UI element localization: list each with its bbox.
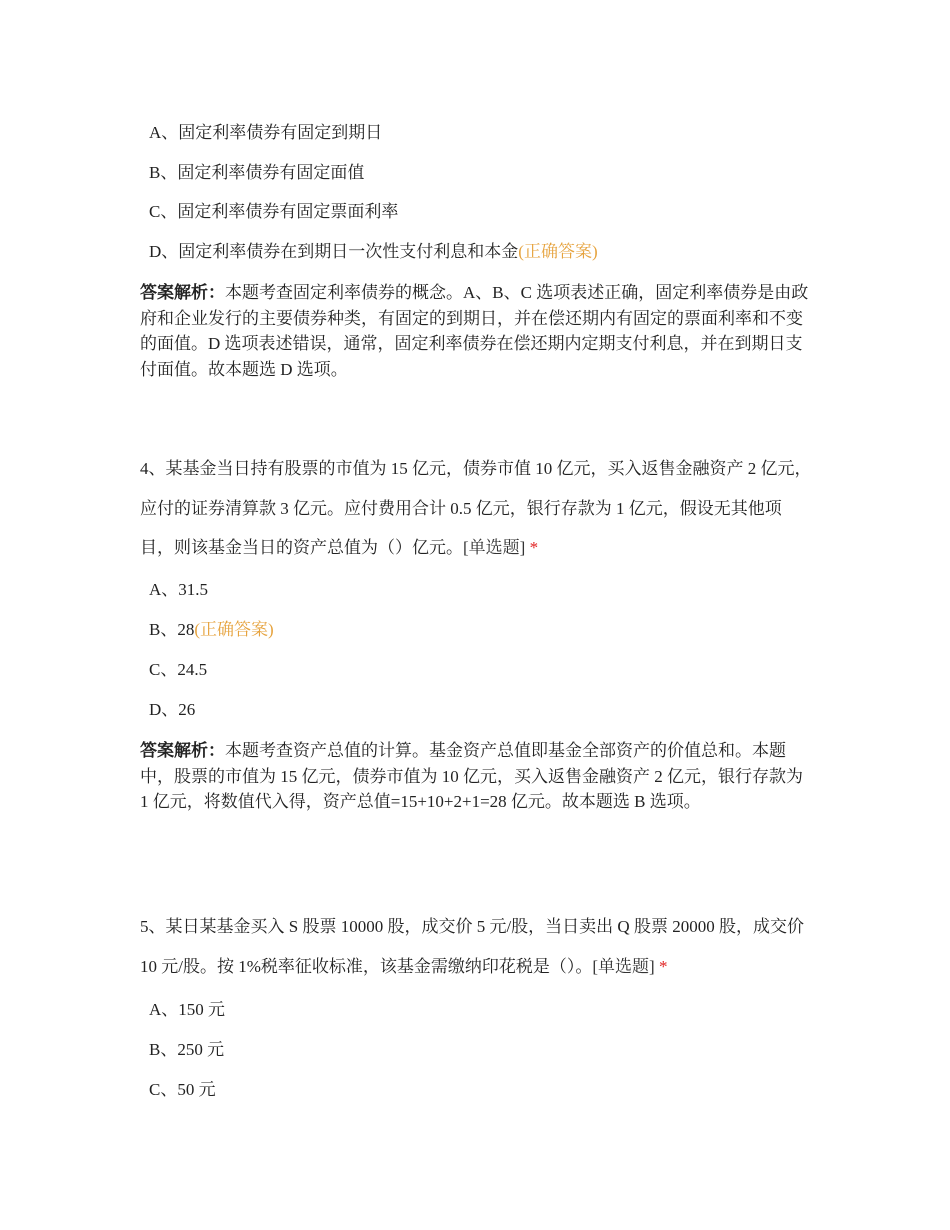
option-text: C、固定利率债券有固定票面利率 [149, 202, 399, 221]
q5-option-c[interactable] [149, 1079, 216, 1101]
analysis-label: 答案解析： [140, 741, 225, 760]
option-text: A、150 元 [149, 1000, 226, 1019]
option-text: B、28 [149, 620, 195, 639]
q3-answer-analysis [140, 280, 812, 382]
q4-option-c[interactable] [149, 659, 207, 681]
q4-option-b[interactable] [149, 619, 274, 641]
q4-answer-analysis [140, 738, 812, 815]
q5-option-a[interactable] [149, 999, 225, 1021]
q5-option-b[interactable] [149, 1039, 224, 1061]
q3-option-d[interactable] [149, 241, 598, 263]
option-text: D、固定利率债券在到期日一次性支付利息和本金 [149, 242, 519, 261]
question-type: [单选题] [463, 538, 526, 557]
q4-question-text [140, 449, 812, 568]
option-text: B、250 元 [149, 1040, 225, 1059]
required-mark: * [658, 956, 668, 976]
q3-option-a[interactable] [149, 122, 382, 144]
option-text: A、31.5 [149, 580, 209, 599]
option-text: C、24.5 [149, 660, 208, 679]
option-text: C、50 元 [149, 1080, 216, 1099]
question-type: [单选题] [592, 956, 655, 976]
question-stem: 4、某基金当日持有股票的市值为 15 亿元，债券市值 10 亿元，买入返售金融资产 2 亿元，应付的证券清算款 3 亿元。应付费用合计 0.5 亿元，银行存款为 1 亿元，假设无其他项目，则该基金当日的资产总值为（）亿元。 [140, 459, 812, 557]
option-text: B、固定利率债券有固定面值 [149, 163, 365, 182]
analysis-text: 本题考查资产总值的计算。基金资产总值即基金全部资产的价值总和。本题中，股票的市值为 15 亿元，债券市值为 10 亿元，买入返售金融资产 2 亿元，银行存款为 1 亿元，将数值代入得，资产总值=15+10+2+1=28 亿元。故本题选 B 选项。 [140, 741, 803, 811]
required-mark: * [529, 538, 539, 557]
q3-option-c[interactable] [149, 201, 398, 223]
correct-answer-tag: (正确答案) [194, 620, 274, 639]
analysis-text: 本题考查固定利率债券的概念。A、B、C 选项表述正确，固定利率债券是由政府和企业发行的主要债券种类，有固定的到期日，并在偿还期内有固定的票面利率和不变的面值。D 选项表述错误，通常，固定利率债券在偿还期内定期支付利息，并在到期日支付面值。故本题选 D 选项。 [140, 283, 809, 379]
option-text: A、固定利率债券有固定到期日 [149, 123, 383, 142]
option-text: D、26 [149, 700, 196, 719]
correct-answer-tag: (正确答案) [518, 242, 598, 261]
q3-option-b[interactable] [149, 162, 364, 184]
q4-option-d[interactable] [149, 699, 195, 721]
analysis-label: 答案解析： [140, 283, 225, 302]
question-stem: 5、某日某基金买入 S 股票 10000 股，成交价 5 元/股，当日卖出 Q 股票 20000 股，成交价 10 元/股。按 1%税率征收标准，该基金需缴纳印花税是（）。 [140, 917, 804, 976]
q4-option-a[interactable] [149, 579, 208, 601]
q5-question-text [140, 907, 812, 986]
